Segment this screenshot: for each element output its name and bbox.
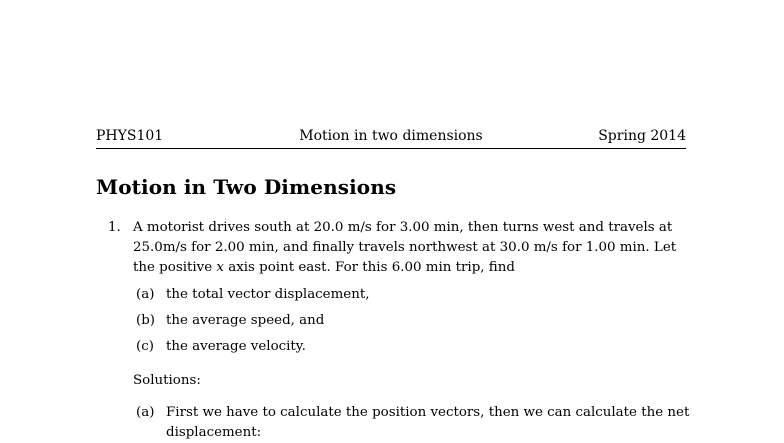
- problem-line-3-start: the positive: [133, 260, 217, 275]
- solution-line-2: displacement:: [166, 425, 262, 440]
- list-item: [136, 311, 324, 331]
- variable-x: x: [216, 260, 224, 275]
- section-title: Motion in Two Dimensions: [96, 175, 397, 199]
- list-item: [136, 337, 306, 357]
- header-topic: Motion in two dimensions: [299, 128, 483, 144]
- problem-1: [108, 218, 686, 278]
- subpart-label: (a): [136, 287, 155, 302]
- problem-line-3-end: axis point east. For this 6.00 min trip, find: [223, 260, 515, 275]
- header-term: Spring 2014: [598, 128, 686, 144]
- subpart-text: the average speed, and: [166, 313, 325, 328]
- subpart-text: the average velocity.: [166, 339, 306, 354]
- list-item: [136, 285, 370, 305]
- course-code: PHYS101: [96, 128, 164, 144]
- solution-a: [136, 403, 690, 443]
- problem-line-1: A motorist drives south at 20.0 m/s for 3.00 min, then turns west and travels at: [133, 220, 673, 235]
- problem-number: 1.: [108, 220, 121, 235]
- solution-label: (a): [136, 405, 155, 420]
- subpart-label: (c): [136, 339, 154, 354]
- solution-line-1: First we have to calculate the position vectors, then we can calculate the net: [166, 405, 690, 420]
- subpart-label: (b): [136, 313, 156, 328]
- subpart-text: the total vector displacement,: [166, 287, 370, 302]
- page-header: [96, 128, 686, 149]
- solutions-heading: Solutions:: [133, 373, 201, 388]
- solution-text: [166, 403, 690, 443]
- problem-line-3: [133, 258, 686, 278]
- problem-line-2: 25.0m/s for 2.00 min, and finally travels northwest at 30.0 m/s for 1.00 min. Let: [133, 240, 677, 255]
- problem-statement: [133, 218, 686, 278]
